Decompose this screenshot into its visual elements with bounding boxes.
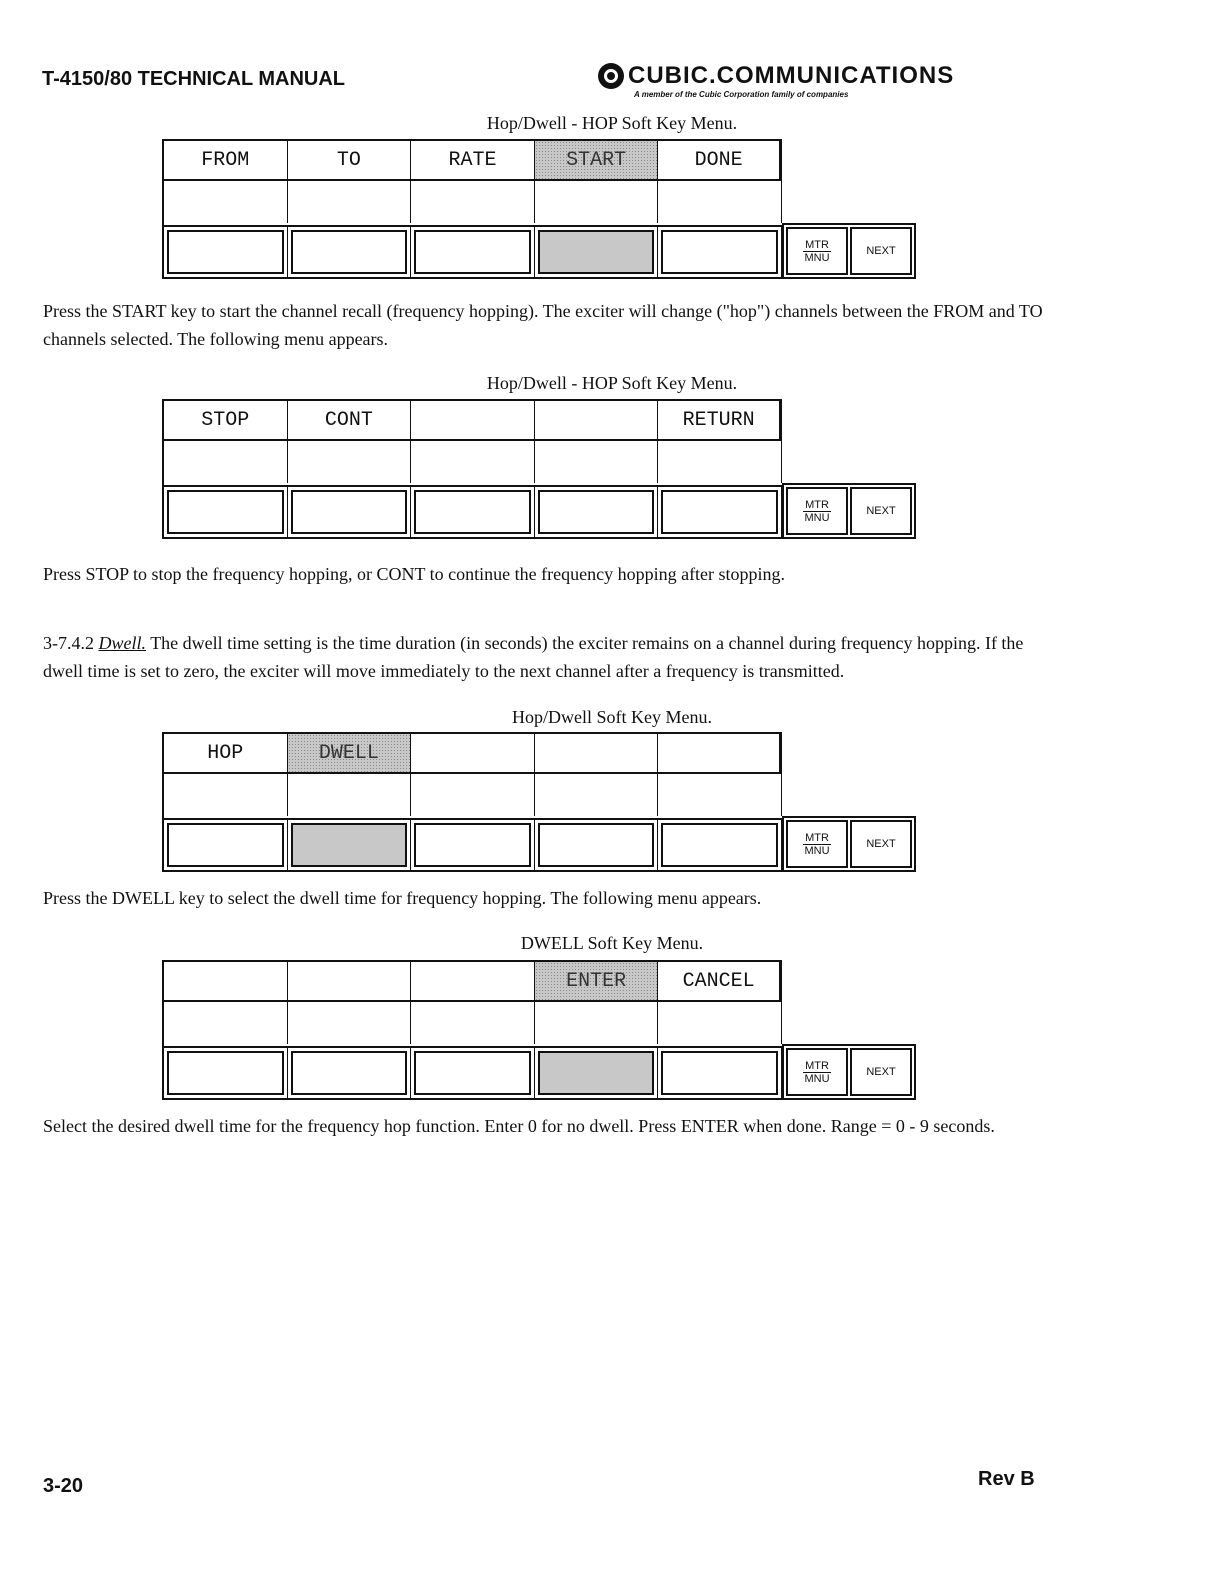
soft-key-slot	[535, 820, 659, 870]
menu-caption: DWELL Soft Key Menu.	[520, 933, 704, 953]
soft-key-slot	[288, 487, 412, 537]
soft-key-label	[164, 962, 288, 1002]
blank-cell	[658, 441, 782, 483]
soft-key-button[interactable]	[291, 490, 408, 534]
side-keys	[782, 483, 916, 539]
mtr-label: MTR	[805, 498, 829, 511]
soft-key-grid	[162, 399, 782, 539]
blank-cell	[164, 774, 288, 816]
section-paragraph	[43, 629, 1043, 685]
soft-key-label: HOP	[164, 734, 288, 774]
section-number: 3-7.4.2	[43, 633, 94, 653]
soft-key-slot	[658, 487, 782, 537]
soft-key-button-row	[164, 225, 782, 277]
display-blank-row	[164, 181, 782, 223]
blank-cell	[535, 774, 659, 816]
soft-key-button[interactable]	[414, 490, 531, 534]
section-text: The dwell time setting is the time duration (in seconds) the exciter remains on a channel during frequency hopping. If the dwell time is set to zero, the exciter will move immediately to the next channel after a frequency is transmitted.	[43, 633, 1024, 681]
soft-key-button[interactable]	[661, 230, 778, 274]
soft-key-slot	[411, 487, 535, 537]
soft-key-slot	[535, 1048, 659, 1098]
display-blank-row	[164, 1002, 782, 1044]
mtr-mnu-key[interactable]	[786, 1048, 848, 1096]
soft-key-slot	[288, 820, 412, 870]
next-key[interactable]: NEXT	[850, 820, 912, 868]
soft-key-button[interactable]	[538, 823, 655, 867]
soft-key-label: CONT	[288, 401, 412, 441]
soft-key-label	[658, 734, 782, 774]
soft-key-label: RETURN	[658, 401, 782, 441]
blank-cell	[535, 1002, 659, 1044]
blank-cell	[411, 441, 535, 483]
soft-key-menu	[162, 732, 916, 872]
soft-key-label	[411, 734, 535, 774]
blank-cell	[164, 441, 288, 483]
soft-key-slot	[164, 227, 288, 277]
menu-caption: Hop/Dwell Soft Key Menu.	[512, 707, 712, 727]
mtr-mnu-key[interactable]	[786, 487, 848, 535]
soft-key-slot	[288, 227, 412, 277]
soft-key-button[interactable]	[291, 230, 408, 274]
side-keys	[782, 223, 916, 279]
soft-key-grid	[162, 732, 782, 872]
soft-key-button[interactable]	[661, 1051, 778, 1095]
display-blank-row	[164, 441, 782, 483]
blank-cell	[658, 181, 782, 223]
soft-key-menu	[162, 139, 916, 279]
soft-key-slot	[164, 820, 288, 870]
soft-key-label: FROM	[164, 141, 288, 181]
mtr-label: MTR	[805, 831, 829, 844]
soft-key-slot	[411, 1048, 535, 1098]
soft-key-label	[288, 962, 412, 1002]
soft-key-label	[411, 962, 535, 1002]
mtr-mnu-key[interactable]	[786, 227, 848, 275]
mnu-label: MNU	[804, 511, 830, 524]
page-number: 3-20	[43, 1475, 84, 1497]
display-label-row	[164, 732, 782, 774]
soft-key-button[interactable]	[167, 823, 284, 867]
display-label-row	[164, 399, 782, 441]
blank-cell	[288, 774, 412, 816]
soft-key-label: START	[535, 141, 659, 181]
soft-key-slot	[288, 1048, 412, 1098]
soft-key-label: ENTER	[535, 962, 659, 1002]
soft-key-label	[535, 734, 659, 774]
soft-key-label	[411, 401, 535, 441]
soft-key-button[interactable]	[414, 230, 531, 274]
soft-key-label: CANCEL	[658, 962, 782, 1002]
mtr-label: MTR	[805, 1059, 829, 1072]
soft-key-slot	[658, 1048, 782, 1098]
soft-key-slot	[164, 487, 288, 537]
soft-key-button[interactable]	[661, 823, 778, 867]
soft-key-button[interactable]	[291, 823, 408, 867]
soft-key-slot	[658, 820, 782, 870]
blank-cell	[535, 181, 659, 223]
paragraph: Press the DWELL key to select the dwell time for frequency hopping. The following menu appears.	[43, 888, 762, 908]
blank-cell	[535, 441, 659, 483]
display-label-row	[164, 139, 782, 181]
soft-key-button[interactable]	[167, 230, 284, 274]
soft-key-button[interactable]	[538, 230, 655, 274]
mtr-mnu-key[interactable]	[786, 820, 848, 868]
soft-key-slot	[535, 487, 659, 537]
mnu-label: MNU	[804, 251, 830, 264]
blank-cell	[411, 774, 535, 816]
mnu-label: MNU	[804, 844, 830, 857]
next-key[interactable]: NEXT	[850, 487, 912, 535]
blank-cell	[658, 1002, 782, 1044]
soft-key-label: RATE	[411, 141, 535, 181]
soft-key-button-row	[164, 1046, 782, 1098]
soft-key-button[interactable]	[661, 490, 778, 534]
brand-name: CUBIC.COMMUNICATIONS	[628, 62, 955, 89]
soft-key-label: TO	[288, 141, 412, 181]
blank-cell	[411, 1002, 535, 1044]
soft-key-button[interactable]	[167, 1051, 284, 1095]
soft-key-label: DONE	[658, 141, 782, 181]
soft-key-slot	[164, 1048, 288, 1098]
soft-key-label	[535, 401, 659, 441]
soft-key-grid	[162, 139, 782, 279]
paragraph: Select the desired dwell time for the frequency hop function. Enter 0 for no dwell. Press ENTER when done. Range = 0 - 9 seconds.	[43, 1116, 995, 1136]
soft-key-button[interactable]	[538, 1051, 655, 1095]
soft-key-slot	[411, 227, 535, 277]
revision-label: Rev B	[978, 1468, 1035, 1490]
blank-cell	[288, 441, 412, 483]
mtr-label: MTR	[805, 238, 829, 251]
soft-key-grid	[162, 960, 782, 1100]
soft-key-slot	[535, 227, 659, 277]
brand-tagline: A member of the Cubic Corporation family of companies	[634, 90, 849, 99]
manual-title: T-4150/80 TECHNICAL MANUAL	[42, 68, 346, 90]
blank-cell	[411, 181, 535, 223]
next-key[interactable]: NEXT	[850, 1048, 912, 1096]
blank-cell	[288, 181, 412, 223]
display-blank-row	[164, 774, 782, 816]
soft-key-label: DWELL	[288, 734, 412, 774]
paragraph: Press the START key to start the channel recall (frequency hopping). The exciter will change ("hop") channels between the FROM and TO channels selected. The following menu appears.	[43, 301, 1043, 349]
cubic-logo-icon	[598, 63, 624, 89]
soft-key-button[interactable]	[291, 1051, 408, 1095]
soft-key-button[interactable]	[538, 490, 655, 534]
soft-key-slot	[411, 820, 535, 870]
menu-caption: Hop/Dwell - HOP Soft Key Menu.	[486, 373, 738, 393]
soft-key-button[interactable]	[414, 823, 531, 867]
mnu-label: MNU	[804, 1072, 830, 1085]
blank-cell	[288, 1002, 412, 1044]
paragraph: Press STOP to stop the frequency hopping, or CONT to continue the frequency hopping after stopping.	[43, 564, 786, 584]
blank-cell	[164, 1002, 288, 1044]
brand-logo	[598, 62, 1038, 106]
soft-key-button[interactable]	[167, 490, 284, 534]
side-keys	[782, 816, 916, 872]
display-label-row	[164, 960, 782, 1002]
soft-key-button-row	[164, 818, 782, 870]
soft-key-menu	[162, 960, 916, 1100]
next-key[interactable]: NEXT	[850, 227, 912, 275]
soft-key-slot	[658, 227, 782, 277]
soft-key-label: STOP	[164, 401, 288, 441]
menu-caption: Hop/Dwell - HOP Soft Key Menu.	[486, 113, 738, 133]
side-keys	[782, 1044, 916, 1100]
blank-cell	[658, 774, 782, 816]
soft-key-button[interactable]	[414, 1051, 531, 1095]
soft-key-menu	[162, 399, 916, 539]
section-subhead: Dwell.	[98, 633, 146, 653]
blank-cell	[164, 181, 288, 223]
soft-key-button-row	[164, 485, 782, 537]
